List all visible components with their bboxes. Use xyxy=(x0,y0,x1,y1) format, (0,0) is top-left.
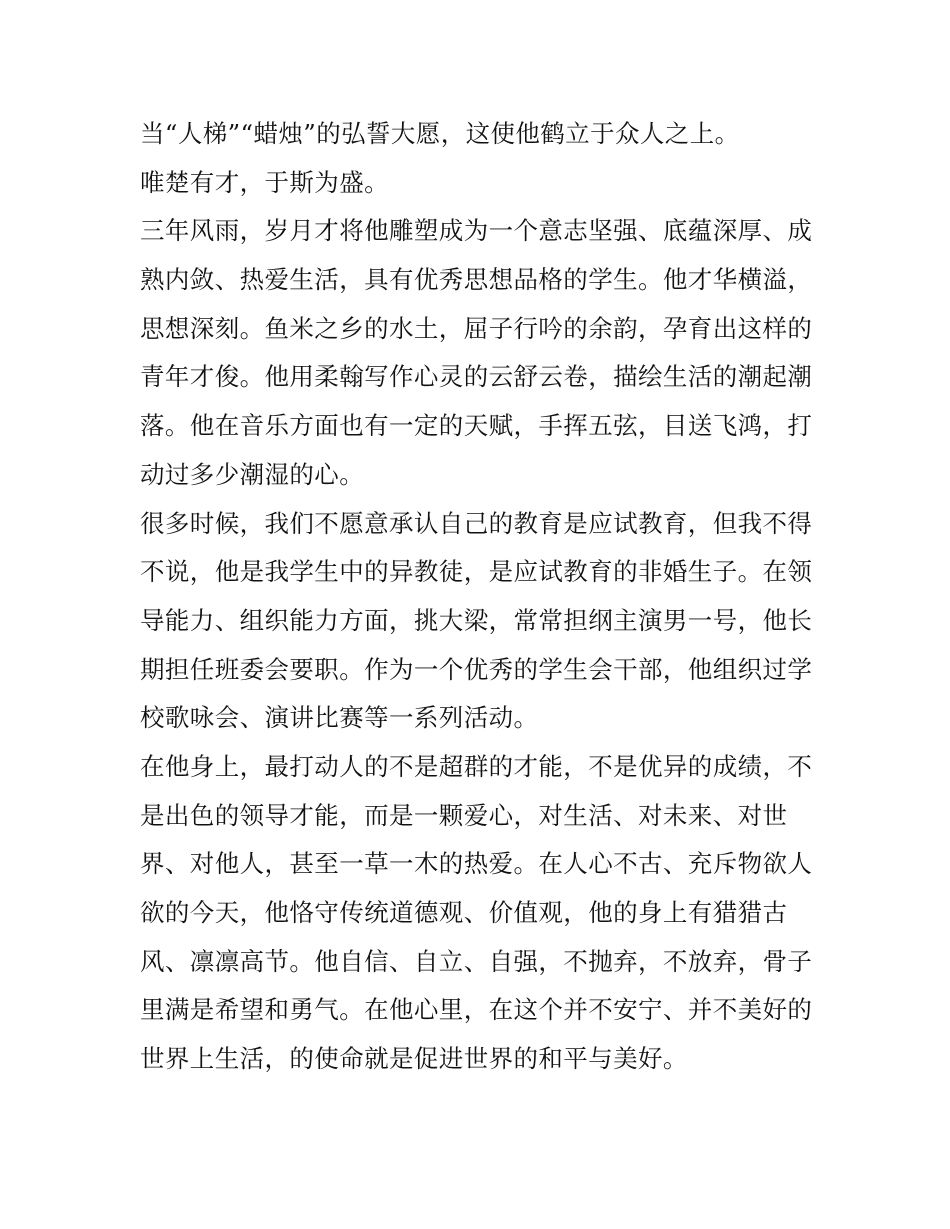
text-line: 青年才俊。他用柔翰写作心灵的云舒云卷，描绘生活的潮起潮 xyxy=(140,362,813,392)
text-line: 不说，他是我学生中的异教徒，是应试教育的非婚生子。在领 xyxy=(140,557,813,587)
text-line: 校歌咏会、演讲比赛等一系列活动。 xyxy=(140,703,539,733)
text-line: 里满是希望和勇气。在他心里，在这个并不安宁、并不美好的 xyxy=(140,995,813,1025)
text-line: 期担任班委会要职。作为一个优秀的学生会干部，他组织过学 xyxy=(140,654,813,684)
document-body xyxy=(140,110,820,1084)
text-line: 三年风雨，岁月才将他雕塑成为一个意志坚强、底蕴深厚、成 xyxy=(140,216,813,246)
text-line: 在他身上，最打动人的不是超群的才能，不是优异的成绩，不 xyxy=(140,751,813,781)
text-line: 落。他在音乐方面也有一定的天赋，手挥五弦，目送飞鸿，打 xyxy=(140,411,813,441)
text-line: 唯楚有才，于斯为盛。 xyxy=(140,167,389,197)
text-line: 是出色的领导才能，而是一颗爱心，对生活、对未来、对世 xyxy=(140,800,788,830)
text-line: 动过多少潮湿的心。 xyxy=(140,459,365,489)
text-line: 世界上生活，的使命就是促进世界的和平与美好。 xyxy=(140,1044,688,1074)
text-line: 很多时候，我们不愿意承认自己的教育是应试教育，但我不得 xyxy=(140,508,813,538)
text-line: 当“人梯”“蜡烛”的弘誓大愿，这使他鹤立于众人之上。 xyxy=(140,119,740,148)
text-line: 熟内敛、热爱生活，具有优秀思想品格的学生。他才华横溢， xyxy=(140,265,813,295)
text-line: 思想深刻。鱼米之乡的水土，屈子行吟的余韵，孕育出这样的 xyxy=(140,313,813,343)
text-line: 欲的今天，他恪守传统道德观、价值观，他的身上有猎猎古 xyxy=(140,898,788,927)
text-line: 界、对他人，甚至一草一木的热爱。在人心不古、充斥物欲人 xyxy=(140,849,813,879)
text-line: 风、凛凛高节。他自信、自立、自强，不抛弃，不放弃，骨子 xyxy=(140,946,813,976)
text-line: 导能力、组织能力方面，挑大梁，常常担纲主演男一号，他长 xyxy=(140,605,813,635)
